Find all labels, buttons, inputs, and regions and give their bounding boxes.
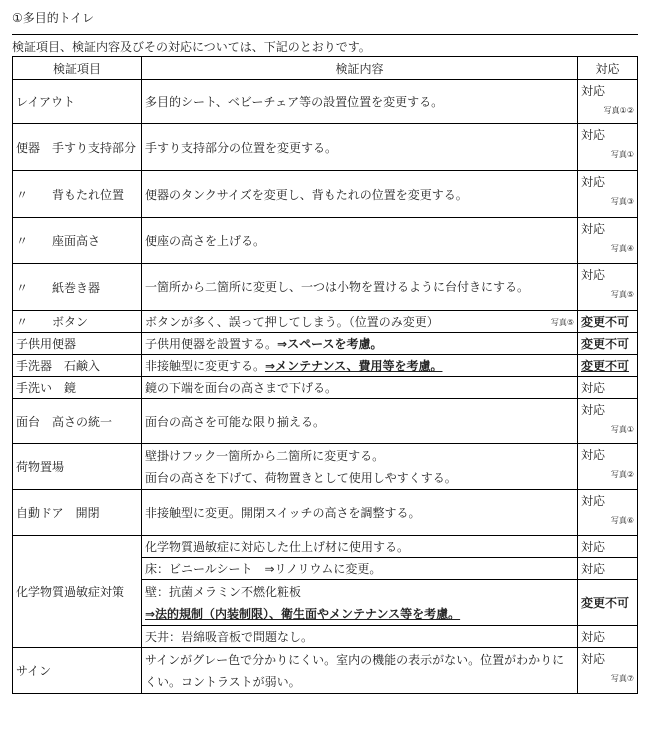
response-cell <box>578 264 638 311</box>
table-row <box>13 171 638 218</box>
response-text: 対応 <box>581 268 606 282</box>
response-text: 対応 <box>581 84 606 98</box>
item-cell: サイン <box>13 648 142 694</box>
table-row <box>13 311 638 333</box>
table-row <box>13 377 638 399</box>
table-row <box>13 264 638 311</box>
response-text: 対応 <box>581 652 606 666</box>
table-row <box>13 218 638 264</box>
photo-ref: 写真⑥ <box>610 516 634 525</box>
item-cell: 〃 紙巻き器 <box>13 264 142 311</box>
content-cell: サインがグレー色で分かりにくい。室内の機能の表示がない。位置がわかりにくい。コントラストが弱い。 <box>142 648 578 694</box>
content-text: 子供用便器を設置する。 <box>145 337 278 351</box>
response-cell: 対応 <box>578 558 638 580</box>
response-text: 対応 <box>581 448 606 462</box>
response-cell: 変更不可 <box>578 333 638 355</box>
response-cell <box>578 218 638 264</box>
content-cell: 天井：岩綿吸音板で問題なし。 <box>142 626 578 648</box>
content-cell: 床：ビニールシート ⇒リノリウムに変更。 <box>142 558 578 580</box>
content-cell <box>142 444 578 490</box>
table-row <box>13 333 638 355</box>
content-cell <box>142 311 578 333</box>
header-response: 対応 <box>578 57 638 80</box>
item-cell: 手洗い 鏡 <box>13 377 142 399</box>
item-cell: 〃 背もたれ位置 <box>13 171 142 218</box>
table-row <box>13 490 638 536</box>
content-cell: 鏡の下端を面台の高さまで下げる。 <box>142 377 578 399</box>
photo-ref: 写真⑤ <box>610 290 634 299</box>
item-cell: 荷物置場 <box>13 444 142 490</box>
header-content: 検証内容 <box>142 57 578 80</box>
content-cell <box>142 333 578 355</box>
content-cell: 便座の高さを上げる。 <box>142 218 578 264</box>
content-cell: 化学物質過敏症に対応した仕上げ材に使用する。 <box>142 536 578 558</box>
content-cell: 手すり支持部分の位置を変更する。 <box>142 124 578 171</box>
item-cell: 〃 ボタン <box>13 311 142 333</box>
page-title: ①多目的トイレ <box>12 11 95 25</box>
response-cell: 変更不可 <box>578 355 638 377</box>
response-text: 対応 <box>581 175 606 189</box>
photo-ref: 写真⑦ <box>610 674 634 683</box>
content-emphasis: ⇒メンテナンス、費用等を考慮。 <box>265 359 443 373</box>
item-cell: 子供用便器 <box>13 333 142 355</box>
response-cell: 対応 <box>578 626 638 648</box>
response-cell: 対応 <box>578 377 638 399</box>
item-cell: 〃 座面高さ <box>13 218 142 264</box>
content-emphasis: ⇒スペースを考慮。 <box>277 337 383 351</box>
table-row <box>13 444 638 490</box>
content-line: 壁：抗菌メラミン不燃化粧板 <box>145 584 302 599</box>
photo-ref: 写真② <box>610 470 634 479</box>
content-line: 面台の高さを下げて、荷物置きとして使用しやすくする。 <box>145 470 457 485</box>
response-cell: 対応 <box>578 536 638 558</box>
table-row <box>13 399 638 444</box>
item-cell: 手洗器 石鹸入 <box>13 355 142 377</box>
content-cell: 面台の高さを可能な限り揃える。 <box>142 399 578 444</box>
response-text: 対応 <box>581 222 606 236</box>
response-cell <box>578 444 638 490</box>
photo-ref: 写真③ <box>610 197 634 206</box>
content-cell: 一箇所から二箇所に変更し、一つは小物を置けるように台付きにする。 <box>142 264 578 311</box>
photo-ref: 写真①② <box>603 106 634 115</box>
table-row <box>13 648 638 694</box>
content-emphasis: ⇒法的規制（内装制限）、衛生面やメンテナンス等を考慮。 <box>145 606 461 621</box>
response-cell <box>578 490 638 536</box>
table-header-row <box>13 57 638 80</box>
photo-ref: 写真① <box>610 150 634 159</box>
response-cell <box>578 124 638 171</box>
content-cell: 非接触型に変更。開閉スイッチの高さを調整する。 <box>142 490 578 536</box>
response-cell <box>578 171 638 218</box>
item-cell: 便器 手すり支持部分 <box>13 124 142 171</box>
photo-ref: 写真① <box>610 425 634 434</box>
content-line: 壁掛けフック一箇所から二箇所に変更する。 <box>145 448 385 463</box>
table-row <box>13 80 638 124</box>
content-text: ボタンが多く、誤って押してしまう。（位置のみ変更） <box>145 315 439 329</box>
content-text: 非接触型に変更する。 <box>145 359 266 373</box>
content-cell <box>142 580 578 626</box>
header-item: 検証項目 <box>13 57 142 80</box>
table-row <box>13 124 638 171</box>
response-cell <box>578 648 638 694</box>
response-text: 対応 <box>581 494 606 508</box>
response-cell: 変更不可 <box>578 580 638 626</box>
response-cell <box>578 399 638 444</box>
item-cell: レイアウト <box>13 80 142 124</box>
content-cell <box>142 355 578 377</box>
verification-table <box>12 56 638 694</box>
photo-ref: 写真④ <box>610 244 634 253</box>
photo-ref: 写真⑤ <box>550 318 574 327</box>
table-row <box>13 536 638 558</box>
table-row <box>13 355 638 377</box>
response-cell: 変更不可 <box>578 311 638 333</box>
response-cell <box>578 80 638 124</box>
item-cell: 自動ドア 開閉 <box>13 490 142 536</box>
response-text: 対応 <box>581 128 606 142</box>
content-cell: 多目的シート、ベビーチェア等の設置位置を変更する。 <box>142 80 578 124</box>
item-cell: 化学物質過敏症対策 <box>13 536 142 648</box>
intro-text: 検証項目、検証内容及びその対応については、下記のとおりです。 <box>12 34 638 55</box>
response-text: 対応 <box>581 403 606 417</box>
content-cell: 便器のタンクサイズを変更し、背もたれの位置を変更する。 <box>142 171 578 218</box>
item-cell: 面台 高さの統一 <box>13 399 142 444</box>
